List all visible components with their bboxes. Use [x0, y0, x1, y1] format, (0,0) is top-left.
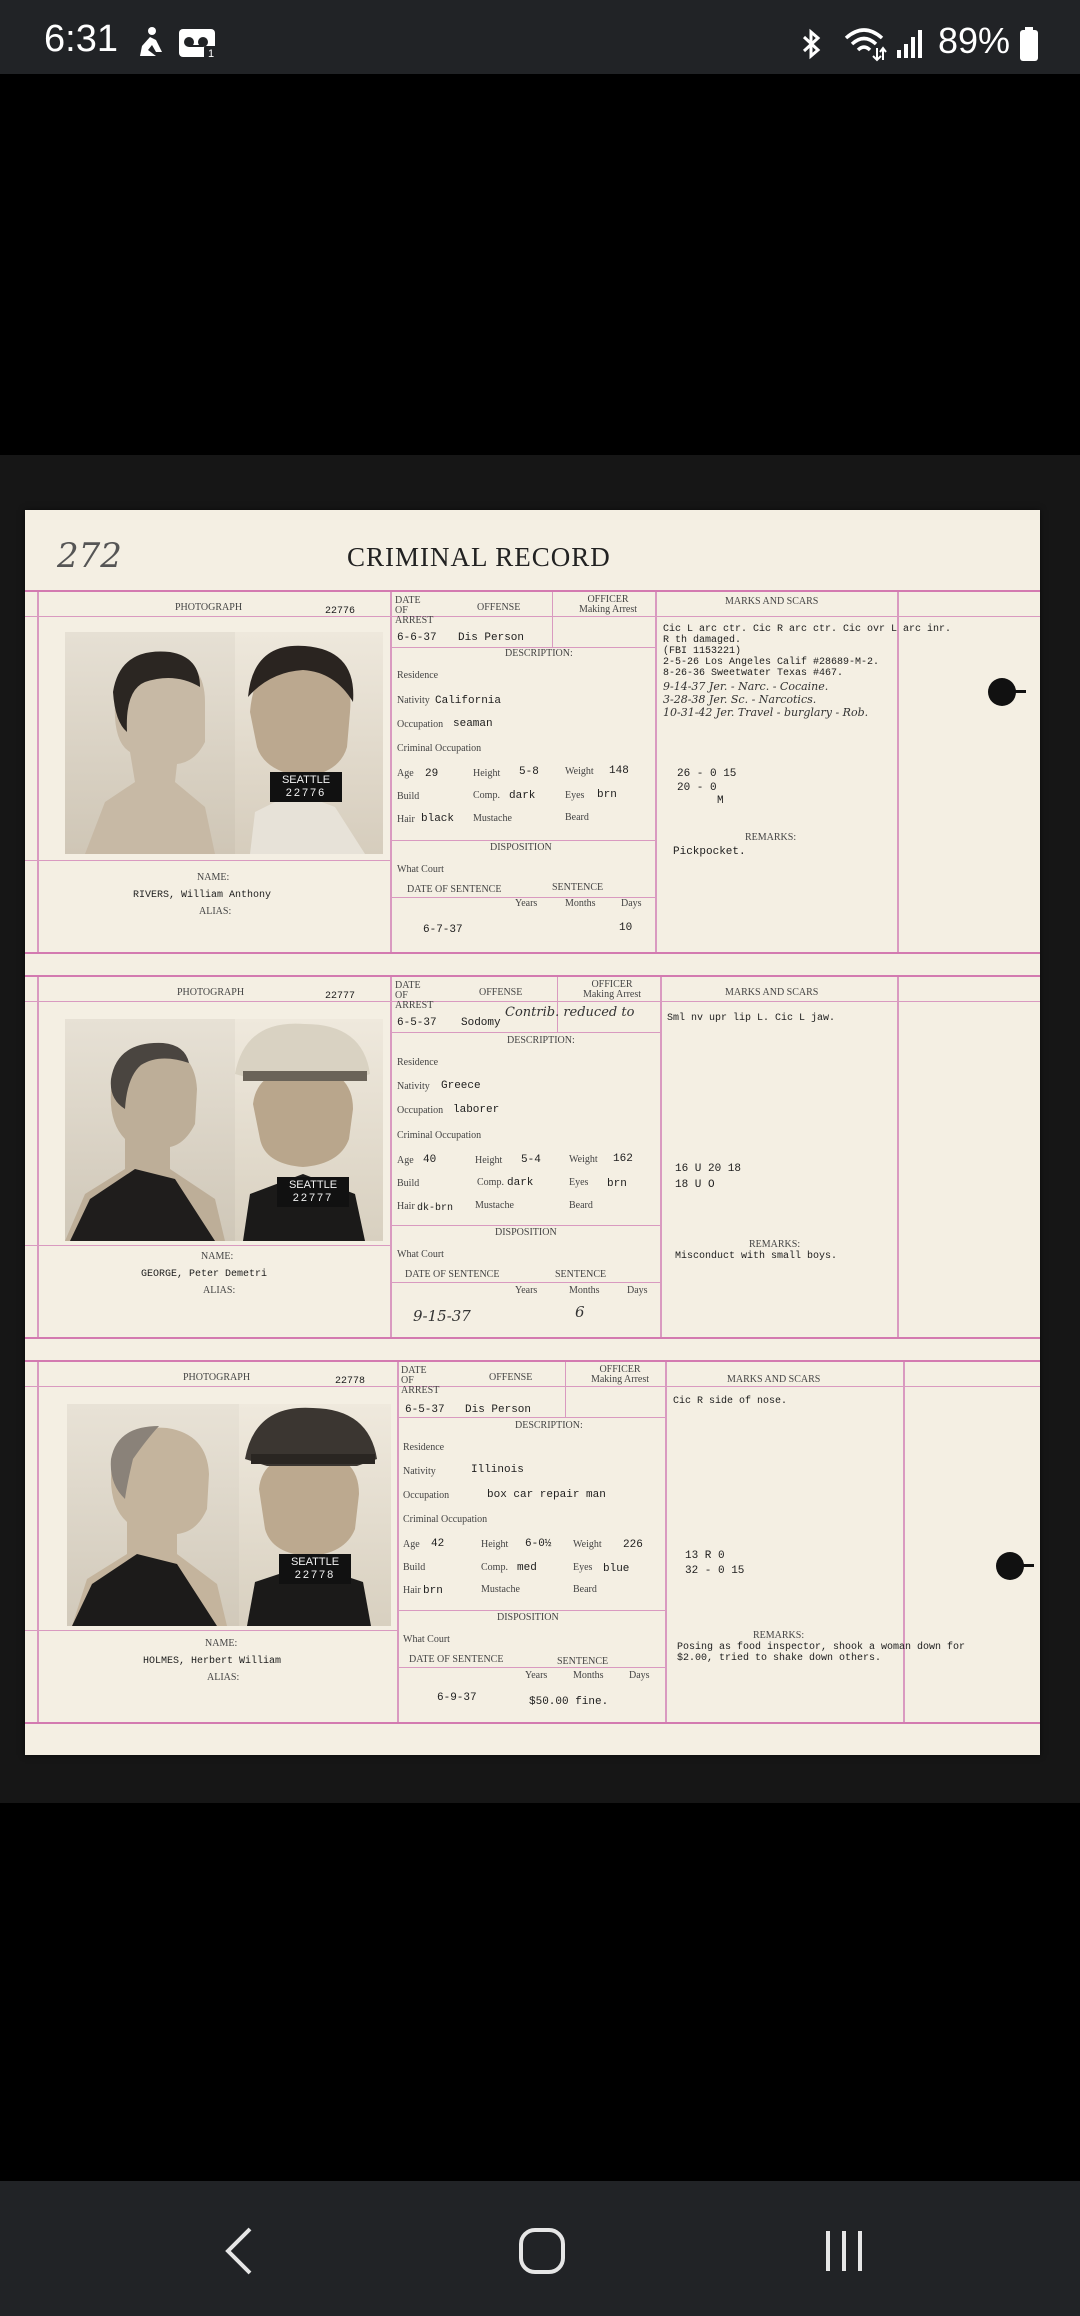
remarks-label: REMARKS:: [753, 1630, 805, 1641]
photograph-label: PHOTOGRAPH: [177, 987, 245, 998]
what-court-label: What Court: [397, 864, 444, 875]
back-icon[interactable]: [222, 2225, 258, 2277]
photograph-label: PHOTOGRAPH: [183, 1372, 251, 1383]
years-label: Years: [525, 1670, 548, 1681]
remarks-label: REMARKS:: [745, 832, 797, 843]
handwritten-entry: 10-31-42 Jer. Travel - burglary - Rob.: [663, 706, 869, 719]
days-label: Days: [629, 1670, 650, 1681]
page-number: 272: [57, 536, 122, 576]
disposition-label: DISPOSITION: [495, 1227, 557, 1238]
height-label: Height: [473, 768, 501, 779]
beard-label: Beard: [569, 1200, 593, 1211]
mugshot-photo: [65, 1019, 383, 1241]
hair: brn: [423, 1585, 443, 1597]
record-number: 22777: [325, 991, 356, 1002]
comp: dark: [509, 790, 536, 802]
name-label: NAME:: [205, 1638, 238, 1649]
weight: 226: [623, 1539, 643, 1551]
disposition-label: DISPOSITION: [497, 1612, 559, 1623]
name-label: NAME:: [197, 872, 230, 883]
marks-line: (FBI 1153221): [663, 646, 742, 657]
criminal-record-document[interactable]: [25, 510, 1040, 1755]
mustache-label: Mustache: [475, 1200, 514, 1211]
height-label: Height: [475, 1155, 503, 1166]
officer-label: OFFICER Making Arrest: [578, 594, 638, 615]
voicemail-icon: [178, 28, 220, 60]
eyes: brn: [607, 1178, 627, 1190]
measurement-line: 13 R 0: [685, 1550, 725, 1562]
years-label: Years: [515, 898, 538, 909]
sentence-label: SENTENCE: [552, 882, 604, 893]
comp: dark: [507, 1177, 534, 1189]
days-label: Days: [627, 1285, 648, 1296]
measurement-line: M: [717, 795, 724, 807]
handwritten-entry: 3-28-38 Jer. Sc. - Narcotics.: [663, 693, 817, 706]
age-label: Age: [403, 1539, 420, 1550]
marks-label: MARKS AND SCARS: [725, 596, 819, 607]
nativity: Greece: [441, 1080, 481, 1092]
years-label: Years: [515, 1285, 538, 1296]
what-court-label: What Court: [397, 1249, 444, 1260]
subject-name: RIVERS, William Anthony: [133, 890, 272, 901]
sentence-fine: $50.00 fine.: [529, 1696, 609, 1708]
height: 5-4: [521, 1154, 541, 1166]
marks-line: 8-26-36 Sweetwater Texas #467.: [663, 668, 844, 679]
subject-name: GEORGE, Peter Demetri: [141, 1269, 268, 1280]
offense: Dis Person: [465, 1404, 532, 1416]
age: 29: [425, 768, 439, 780]
date-of-arrest: 6-6-37: [397, 632, 437, 644]
offense-label: OFFENSE: [479, 987, 523, 998]
residence-label: Residence: [397, 1057, 439, 1068]
measurement-line: 32 - 0 15: [685, 1565, 745, 1577]
build-label: Build: [397, 1178, 420, 1189]
seattle-placard: SEATTLE 22777: [277, 1177, 349, 1207]
navigation-bar: [0, 2181, 1080, 2316]
comp-label: Comp.: [477, 1177, 504, 1188]
mugshot-photo: [67, 1404, 391, 1626]
weight: 162: [613, 1153, 633, 1165]
comp-label: Comp.: [473, 790, 500, 801]
nativity-label: Nativity: [397, 695, 430, 706]
occupation-label: Occupation: [397, 1105, 444, 1116]
measurement-line: 16 U 20 18: [675, 1163, 742, 1175]
marks-line: Cic L arc ctr. Cic R arc ctr. Cic ovr L arc inr.: [663, 624, 952, 635]
what-court-label: What Court: [403, 1634, 450, 1645]
offense: Sodomy: [461, 1017, 501, 1029]
nativity-label: Nativity: [403, 1466, 436, 1477]
occupation: box car repair man: [487, 1489, 606, 1501]
weight-label: Weight: [565, 766, 594, 777]
remarks: Misconduct with small boys.: [675, 1251, 838, 1262]
profile-portrait: [65, 1019, 383, 1241]
build-label: Build: [403, 1562, 426, 1573]
eyes: brn: [597, 789, 617, 801]
occupation: laborer: [453, 1104, 500, 1116]
mugshot-photo: [65, 632, 383, 854]
marks-line: Sml nv upr lip L. Cic L jaw.: [667, 1013, 836, 1024]
document-title: CRIMINAL RECORD: [347, 542, 611, 572]
sentence-label: SENTENCE: [555, 1269, 607, 1280]
marks-line: Cic R side of nose.: [673, 1396, 788, 1407]
occupation: seaman: [453, 718, 493, 730]
mustache-label: Mustache: [481, 1584, 520, 1595]
residence-label: Residence: [403, 1442, 445, 1453]
occupation-label: Occupation: [403, 1490, 450, 1501]
record-card: [25, 1360, 1040, 1724]
weight-label: Weight: [569, 1154, 598, 1165]
seattle-placard: SEATTLE 22776: [270, 772, 342, 802]
date-of-arrest-label: DATE OF ARREST: [395, 980, 434, 1011]
residence-label: Residence: [397, 670, 439, 681]
offense-label: OFFENSE: [489, 1372, 533, 1383]
seattle-placard: SEATTLE 22778: [279, 1554, 351, 1584]
description-label: DESCRIPTION:: [507, 1035, 575, 1046]
disposition-label: DISPOSITION: [490, 842, 552, 853]
measurement-line: 26 - 0 15: [677, 768, 737, 780]
age-label: Age: [397, 768, 414, 779]
bluetooth-icon: [800, 28, 824, 60]
weight-label: Weight: [573, 1539, 602, 1550]
offense-label: OFFENSE: [477, 602, 521, 613]
date-of-sentence-label: DATE OF SENTENCE: [409, 1654, 504, 1665]
months-label: Months: [569, 1285, 600, 1296]
nativity-label: Nativity: [397, 1081, 430, 1092]
beard-label: Beard: [565, 812, 589, 823]
alias-label: ALIAS:: [203, 1285, 236, 1296]
comp-label: Comp.: [481, 1562, 508, 1573]
marks-label: MARKS AND SCARS: [725, 987, 819, 998]
nativity: California: [435, 695, 502, 707]
comp: med: [517, 1562, 537, 1574]
measurement-line: 18 U O: [675, 1179, 715, 1191]
months-label: Months: [573, 1670, 604, 1681]
age: 42: [431, 1538, 445, 1550]
hair-label: Hair: [403, 1585, 421, 1596]
officer-label: OFFICER Making Arrest: [582, 979, 642, 1000]
remarks: Posing as food inspector, shook a woman down for $2.00, tried to shake down others.: [677, 1642, 966, 1664]
age: 40: [423, 1154, 437, 1166]
date-of-arrest-label: DATE OF ARREST: [401, 1365, 440, 1396]
remarks-label: REMARKS:: [749, 1239, 801, 1250]
beard-label: Beard: [573, 1584, 597, 1595]
clock: 6:31: [44, 18, 118, 60]
marks-label: MARKS AND SCARS: [727, 1374, 821, 1385]
record-number: 22776: [325, 606, 356, 617]
hair-label: Hair: [397, 814, 415, 825]
eyes-label: Eyes: [569, 1177, 589, 1188]
signal-icon: [895, 28, 927, 60]
offense: Dis Person: [458, 632, 525, 644]
criminal-occupation-label: Criminal Occupation: [397, 743, 482, 754]
height: 5-8: [519, 766, 539, 778]
handwritten-offense: Contrib. reduced to: [505, 1005, 635, 1020]
nativity: Illinois: [471, 1464, 524, 1476]
home-icon[interactable]: [518, 2225, 566, 2277]
date-of-sentence: 6-7-37: [423, 924, 463, 936]
subject-name: HOLMES, Herbert William: [143, 1656, 282, 1667]
criminal-occupation-label: Criminal Occupation: [403, 1514, 488, 1525]
occupation-label: Occupation: [397, 719, 444, 730]
date-of-sentence-label: DATE OF SENTENCE: [407, 884, 502, 895]
alias-label: ALIAS:: [207, 1672, 240, 1683]
wifi-icon: [842, 26, 888, 62]
height-label: Height: [481, 1539, 509, 1550]
eyes-label: Eyes: [565, 790, 585, 801]
sentence-months: 6: [575, 1303, 585, 1321]
handwritten-entry: 9-14-37 Jer. - Narc. - Cocaine.: [663, 680, 829, 693]
marks-line: 2-5-26 Los Angeles Calif #28689-M-2.: [663, 657, 880, 668]
hair: black: [421, 813, 455, 825]
profile-portrait: [65, 632, 383, 854]
sentence-days: 10: [619, 922, 633, 934]
weight: 148: [609, 765, 629, 777]
date-of-arrest: 6-5-37: [397, 1017, 437, 1029]
date-of-sentence: 9-15-37: [413, 1307, 471, 1325]
mustache-label: Mustache: [473, 813, 512, 824]
profile-portrait: [67, 1404, 391, 1626]
photograph-label: PHOTOGRAPH: [175, 602, 243, 613]
description-label: DESCRIPTION:: [505, 648, 573, 659]
date-of-arrest-label: DATE OF ARREST: [395, 595, 434, 626]
hair-label: Hair: [397, 1201, 415, 1212]
hair: dk-brn: [417, 1203, 454, 1214]
battery-percent: 89%: [938, 20, 1011, 61]
record-card: [25, 590, 1040, 954]
criminal-occupation-label: Criminal Occupation: [397, 1130, 482, 1141]
alias-label: ALIAS:: [199, 906, 232, 917]
date-of-arrest: 6-5-37: [405, 1404, 445, 1416]
name-label: NAME:: [201, 1251, 234, 1262]
remarks: Pickpocket.: [673, 846, 746, 858]
record-number: 22778: [335, 1376, 366, 1387]
sentence-label: SENTENCE: [557, 1656, 609, 1667]
measurement-line: 20 - 0: [677, 782, 717, 794]
height: 6-0½: [525, 1538, 552, 1550]
officer-label: OFFICER Making Arrest: [590, 1364, 650, 1385]
status-bar: [0, 0, 1080, 74]
build-label: Build: [397, 791, 420, 802]
marks-line: R th damaged.: [663, 635, 742, 646]
recents-icon[interactable]: [822, 2225, 866, 2277]
age-label: Age: [397, 1155, 414, 1166]
description-label: DESCRIPTION:: [515, 1420, 583, 1431]
battery-icon: [1018, 26, 1040, 62]
months-label: Months: [565, 898, 596, 909]
days-label: Days: [621, 898, 642, 909]
eyes: blue: [603, 1563, 630, 1575]
date-of-sentence: 6-9-37: [437, 1692, 477, 1704]
record-card: [25, 975, 1040, 1339]
accessibility-icon: [136, 26, 166, 58]
date-of-sentence-label: DATE OF SENTENCE: [405, 1269, 500, 1280]
eyes-label: Eyes: [573, 1562, 593, 1573]
svg-text:1: 1: [208, 48, 215, 60]
